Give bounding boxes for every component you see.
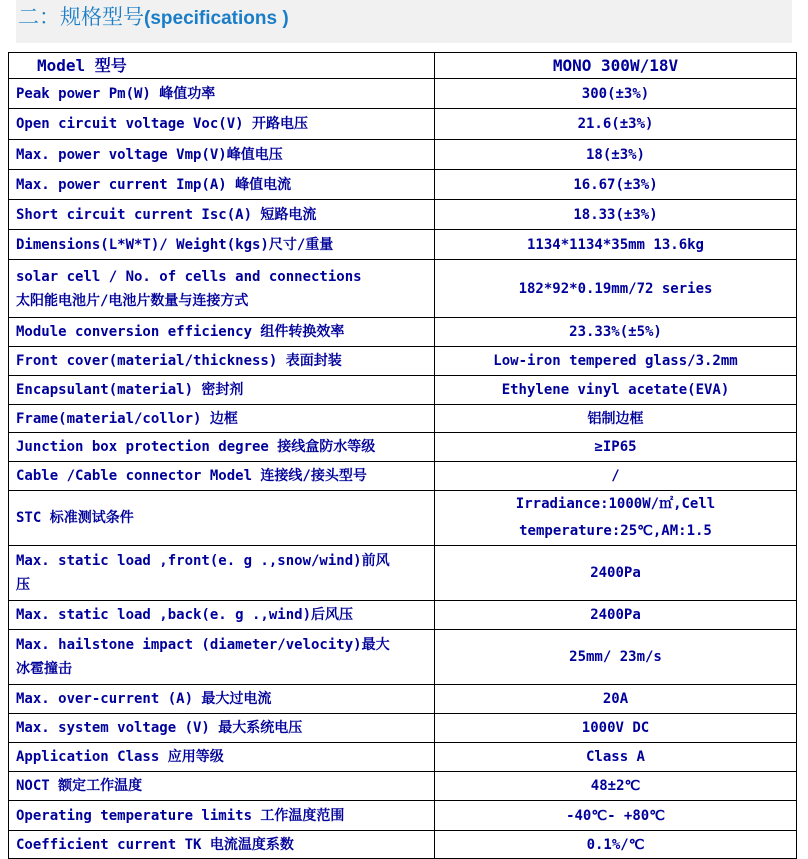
param-cell: Frame(material/collor) 边框 — [9, 405, 435, 433]
table-row — [9, 743, 797, 772]
param-cell: Open circuit voltage Voc(V) 开路电压 — [9, 109, 435, 140]
value-cell: ≥IP65 — [435, 433, 797, 462]
table-row — [9, 318, 797, 347]
specifications-table — [8, 52, 797, 859]
param-cell: Max. power voltage Vmp(V)峰值电压 — [9, 140, 435, 170]
param-cell: Cable /Cable connector Model 连接线/接头型号 — [9, 462, 435, 491]
table-row — [9, 109, 797, 140]
param-cell: Dimensions(L*W*T)/ Weight(kgs)尺寸/重量 — [9, 230, 435, 260]
table-row — [9, 630, 797, 685]
table-row — [9, 200, 797, 230]
table-row — [9, 140, 797, 170]
param-cell: Max. static load ,back(e. g .,wind)后风压 — [9, 601, 435, 630]
value-cell: 0.1%/℃ — [435, 831, 797, 859]
table-header-row — [9, 53, 797, 79]
table-row — [9, 230, 797, 260]
param-cell: Operating temperature limits 工作温度范围 — [9, 801, 435, 831]
param-cell: Junction box protection degree 接线盒防水等级 — [9, 433, 435, 462]
param-cell: solar cell / No. of cells and connections 太阳能电池片/电池片数量与连接方式 — [9, 260, 435, 318]
table-row — [9, 801, 797, 831]
value-cell: Low-iron tempered glass/3.2mm — [435, 347, 797, 376]
value-cell: 16.67(±3%) — [435, 170, 797, 200]
section-heading — [16, 0, 792, 43]
value-cell: Irradiance:1000W/㎡,Cell temperature:25℃,AM:1.5 — [435, 491, 797, 546]
heading-prefix: 二：规格型号 — [18, 5, 144, 29]
value-cell: 21.6(±3%) — [435, 109, 797, 140]
value-cell: 2400Pa — [435, 546, 797, 601]
param-cell: Short circuit current Isc(A) 短路电流 — [9, 200, 435, 230]
param-cell: Application Class 应用等级 — [9, 743, 435, 772]
value-cell: 18.33(±3%) — [435, 200, 797, 230]
table-row — [9, 491, 797, 546]
table-row — [9, 170, 797, 200]
table-row — [9, 462, 797, 491]
value-cell: 25mm/ 23m/s — [435, 630, 797, 685]
table-row — [9, 79, 797, 109]
table-row — [9, 685, 797, 714]
param-cell: NOCT 额定工作温度 — [9, 772, 435, 801]
value-cell: 1000V DC — [435, 714, 797, 743]
table-row — [9, 546, 797, 601]
value-cell: 23.33%(±5%) — [435, 318, 797, 347]
param-cell: Max. over-current (A) 最大过电流 — [9, 685, 435, 714]
param-cell: Max. power current Imp(A) 峰值电流 — [9, 170, 435, 200]
table-row — [9, 405, 797, 433]
value-cell: 2400Pa — [435, 601, 797, 630]
table-row — [9, 601, 797, 630]
value-cell: Class A — [435, 743, 797, 772]
table-row — [9, 433, 797, 462]
param-cell: Max. hailstone impact (diameter/velocity)最大 冰雹撞击 — [9, 630, 435, 685]
param-cell: Front cover(material/thickness) 表面封装 — [9, 347, 435, 376]
param-cell: STC 标准测试条件 — [9, 491, 435, 546]
param-cell: Module conversion efficiency 组件转换效率 — [9, 318, 435, 347]
param-cell: Peak power Pm(W) 峰值功率 — [9, 79, 435, 109]
value-cell: -40℃- +80℃ — [435, 801, 797, 831]
table-row — [9, 714, 797, 743]
heading-english: (specifications ) — [144, 8, 289, 29]
param-cell: Coefficient current TK 电流温度系数 — [9, 831, 435, 859]
value-cell: 铝制边框 — [435, 405, 797, 433]
param-cell: Encapsulant(material) 密封剂 — [9, 376, 435, 405]
value-cell: / — [435, 462, 797, 491]
header-param-cell: Model 型号 — [9, 53, 435, 79]
table-row — [9, 772, 797, 801]
value-cell: 182*92*0.19mm/72 series — [435, 260, 797, 318]
param-cell: Max. static load ,front(e. g .,snow/wind)前风 压 — [9, 546, 435, 601]
table-row — [9, 376, 797, 405]
value-cell: 20A — [435, 685, 797, 714]
value-cell: 48±2℃ — [435, 772, 797, 801]
header-value-cell: MONO 300W/18V — [435, 53, 797, 79]
param-cell: Max. system voltage (V) 最大系统电压 — [9, 714, 435, 743]
table-row — [9, 260, 797, 318]
table-row — [9, 831, 797, 859]
value-cell: 1134*1134*35mm 13.6kg — [435, 230, 797, 260]
table-row — [9, 347, 797, 376]
value-cell: Ethylene vinyl acetate(EVA) — [435, 376, 797, 405]
value-cell: 300(±3%) — [435, 79, 797, 109]
value-cell: 18(±3%) — [435, 140, 797, 170]
